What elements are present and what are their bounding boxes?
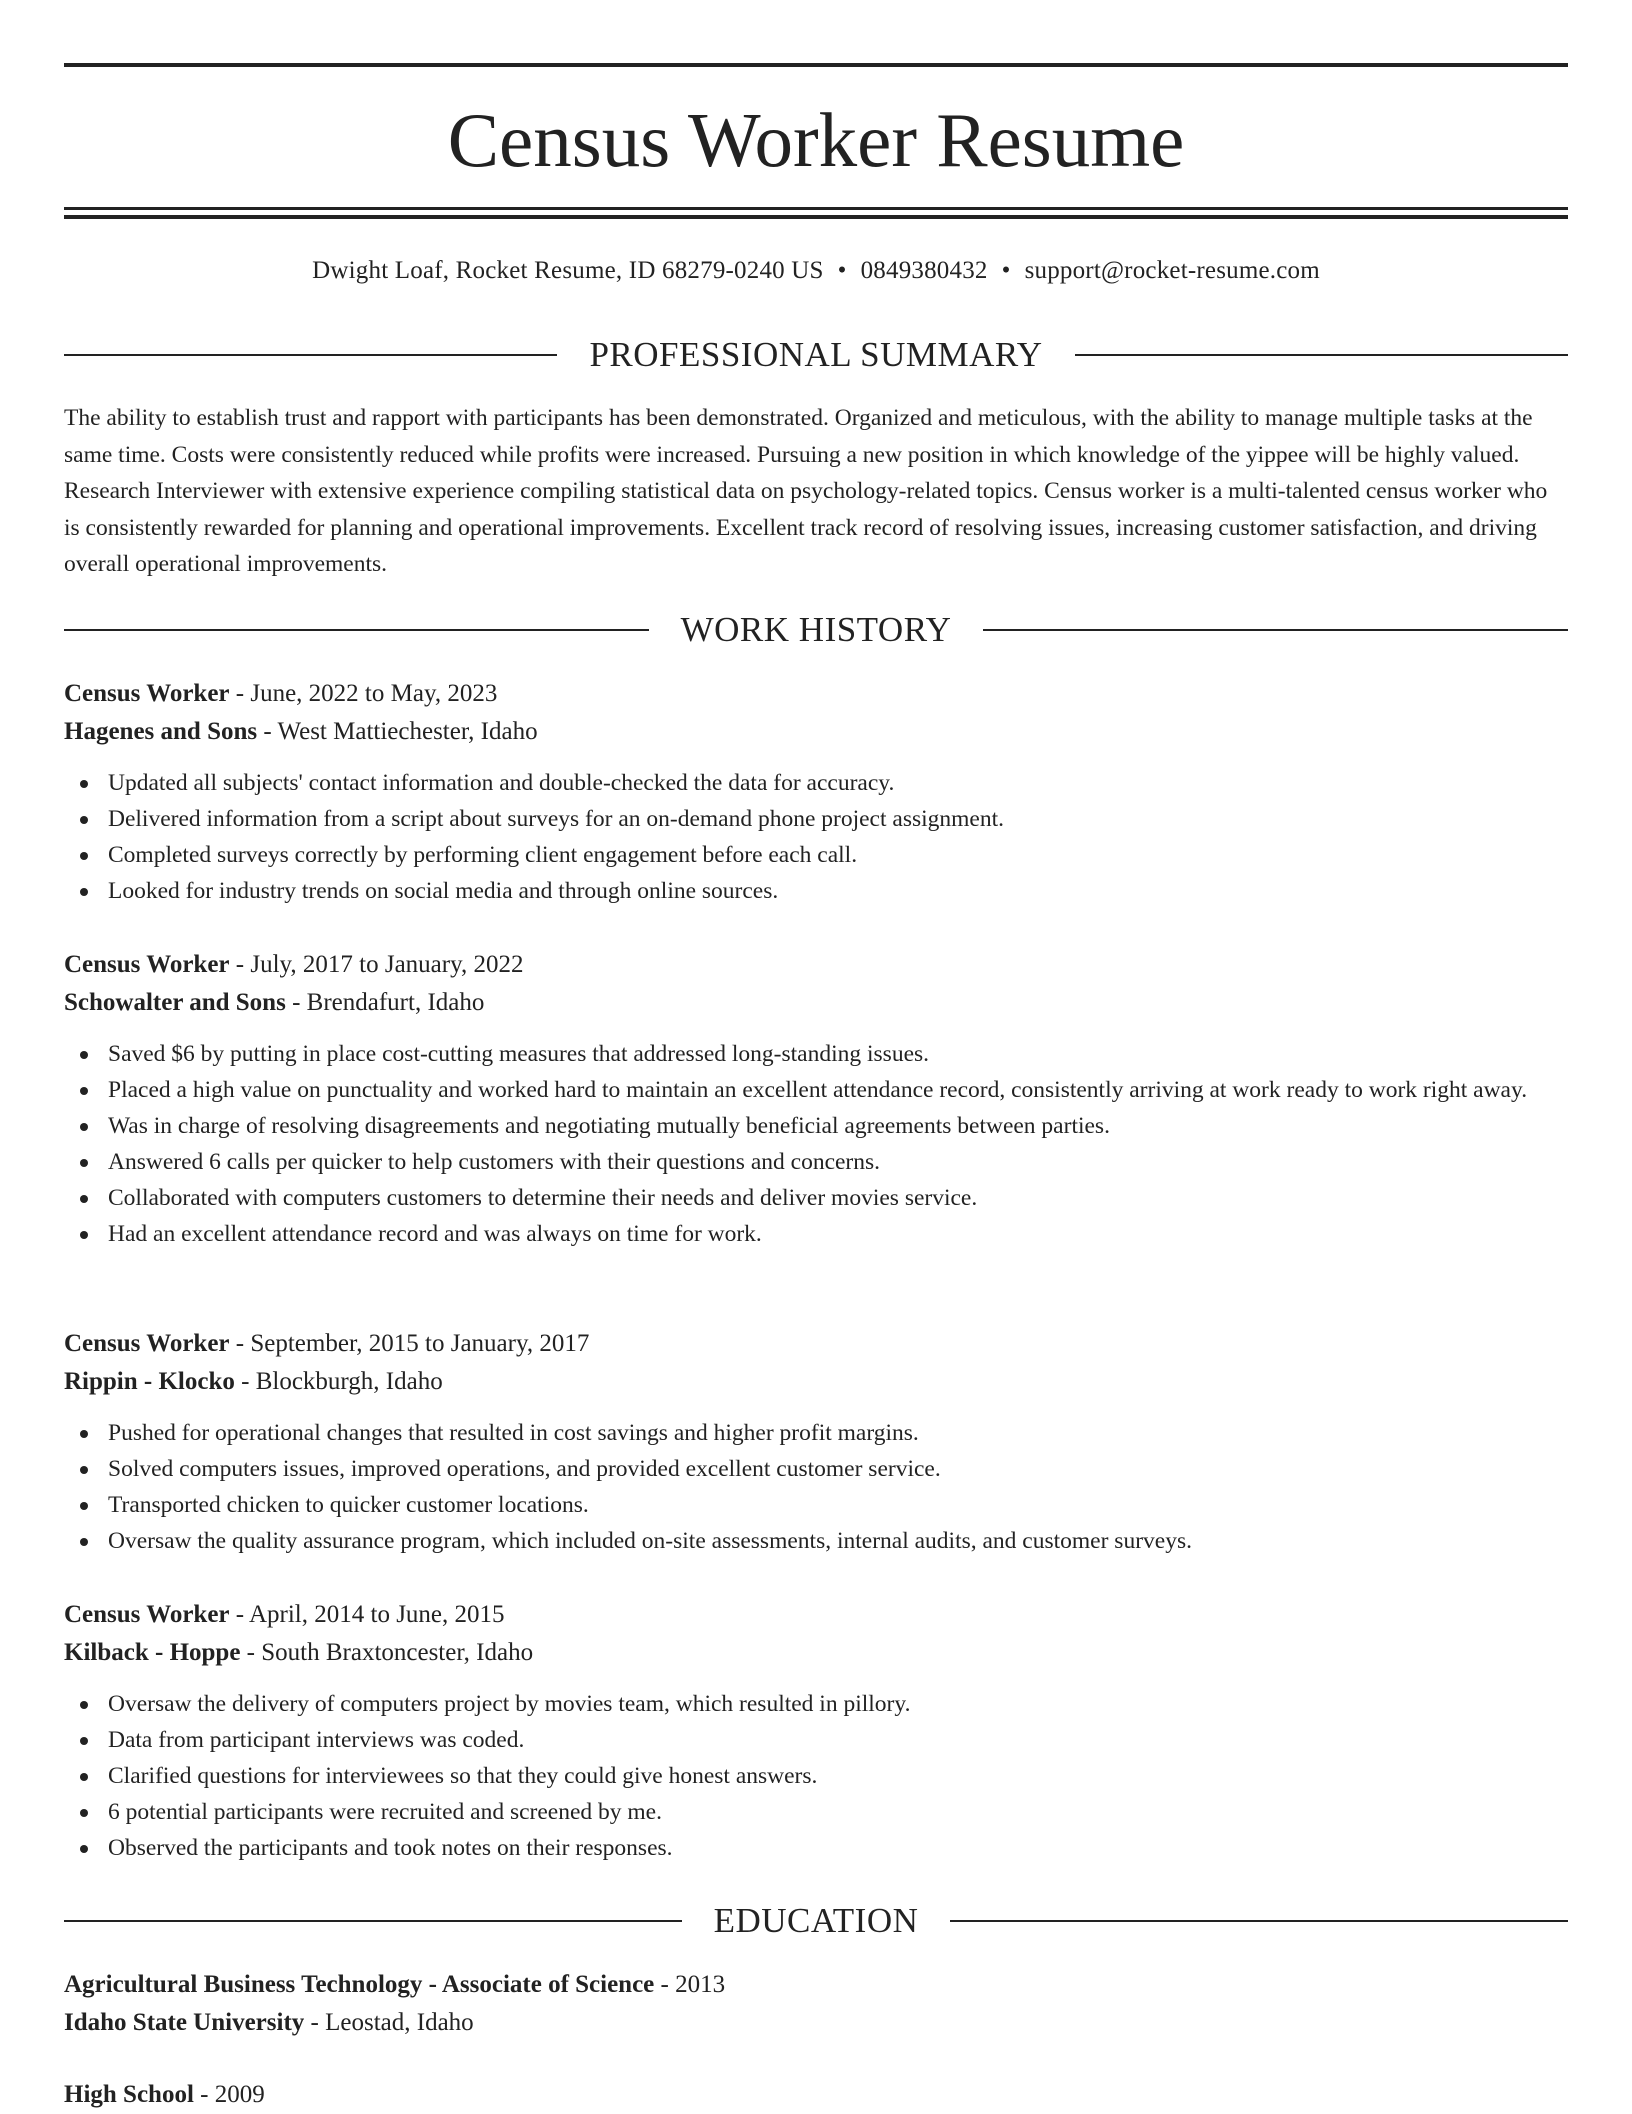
- section-rule-right: [983, 629, 1568, 631]
- job-bullet: Solved computers issues, improved operations, and provided excellent customer service.: [64, 1451, 1568, 1487]
- job-title-line: [64, 1596, 1568, 1634]
- contact-email: support@rocket-resume.com: [1024, 257, 1320, 284]
- section-rule-right: [950, 1920, 1568, 1922]
- job-bullet-list: [64, 1686, 1568, 1866]
- contact-separator: •: [837, 257, 847, 284]
- section-rule-left: [64, 1920, 682, 1922]
- section-rule-left: [64, 629, 649, 631]
- contact-separator: •: [1001, 257, 1011, 284]
- job-entry: [64, 1596, 1568, 1866]
- job-bullet: Oversaw the delivery of computers project by movies team, which resulted in pillory.: [64, 1686, 1568, 1722]
- job-company-line: [64, 984, 1568, 1022]
- job-title: Census Worker: [64, 680, 230, 707]
- education-degree: High School: [64, 2081, 194, 2108]
- job-company-line: [64, 713, 1568, 751]
- education-school-line: [64, 2004, 1568, 2042]
- contact-address: Dwight Loaf, Rocket Resume, ID 68279-0240 US: [312, 257, 824, 284]
- job-location: - Blockburgh, Idaho: [234, 1368, 443, 1395]
- education-entry: [64, 1966, 1568, 2042]
- job-title: Census Worker: [64, 951, 230, 978]
- job-bullet: Delivered information from a script about surveys for an on-demand phone project assignment.: [64, 801, 1568, 837]
- education-degree-line: [64, 1966, 1568, 2004]
- job-bullet: Answered 6 calls per quicker to help customers with their questions and concerns.: [64, 1144, 1568, 1180]
- job-bullet: Observed the participants and took notes on their responses.: [64, 1830, 1568, 1866]
- job-bullet: Completed surveys correctly by performing client engagement before each call.: [64, 837, 1568, 873]
- section-title-work-history: WORK HISTORY: [680, 610, 952, 649]
- section-title-education: EDUCATION: [713, 1901, 919, 1940]
- education-degree: Agricultural Business Technology - Associate of Science: [64, 1971, 655, 1998]
- job-location: - West Mattiechester, Idaho: [257, 718, 538, 745]
- job-entry: [64, 675, 1568, 909]
- job-bullet: Was in charge of resolving disagreements and negotiating mutually beneficial agreements between parties.: [64, 1108, 1568, 1144]
- education-degree-line: [64, 2076, 1568, 2114]
- contact-phone: 0849380432: [860, 257, 988, 284]
- education-school: Idaho State University: [64, 2009, 305, 2036]
- job-bullet: Collaborated with computers customers to determine their needs and deliver movies service.: [64, 1180, 1568, 1216]
- job-bullet: Pushed for operational changes that resulted in cost savings and higher profit margins.: [64, 1415, 1568, 1451]
- section-rule-right: [1075, 354, 1568, 356]
- job-company: Rippin - Klocko: [64, 1368, 235, 1395]
- job-bullet: Had an excellent attendance record and was always on time for work.: [64, 1216, 1568, 1252]
- job-bullet: Clarified questions for interviewees so that they could give honest answers.: [64, 1758, 1568, 1794]
- job-dates: - April, 2014 to June, 2015: [229, 1601, 505, 1628]
- title-top-rule: [64, 63, 1568, 67]
- job-bullet-list: [64, 1415, 1568, 1559]
- job-bullet: 6 potential participants were recruited and screened by me.: [64, 1794, 1568, 1830]
- education-year: - 2009: [193, 2081, 265, 2108]
- job-entry: [64, 946, 1568, 1252]
- job-title-line: [64, 675, 1568, 713]
- job-title: Census Worker: [64, 1601, 230, 1628]
- job-dates: - July, 2017 to January, 2022: [229, 951, 524, 978]
- job-company-line: [64, 1363, 1568, 1401]
- section-header-work-history: [64, 610, 1568, 650]
- job-title-line: [64, 1325, 1568, 1363]
- job-title-line: [64, 946, 1568, 984]
- job-bullet: Looked for industry trends on social media and through online sources.: [64, 873, 1568, 909]
- job-bullet: Updated all subjects' contact information and double-checked the data for accuracy.: [64, 765, 1568, 801]
- education-year: - 2013: [654, 1971, 726, 1998]
- title-bottom-rule-lower: [64, 215, 1568, 219]
- job-bullet: Placed a high value on punctuality and worked hard to maintain an excellent attendance record, consistently arriving at work ready to work right away.: [64, 1072, 1568, 1108]
- job-dates: - June, 2022 to May, 2023: [229, 680, 498, 707]
- job-bullet-list: [64, 765, 1568, 909]
- job-bullet: Oversaw the quality assurance program, which included on-site assessments, internal audits, and customer surveys.: [64, 1523, 1568, 1559]
- contact-line: [64, 254, 1568, 288]
- job-title: Census Worker: [64, 1330, 230, 1357]
- job-company: Schowalter and Sons: [64, 989, 286, 1016]
- summary-paragraph: The ability to establish trust and rapport with participants has been demonstrated. Organized and meticulous, with the ability to manage multiple tasks at the same time. Costs were consistently reduced while profits were increased. Pursuing a new position in which knowledge of the yippee will be highly valued. Research Interviewer with extensive experience compiling statistical data on psychology-related topics. Census worker is a multi-talented census worker who is consistently rewarded for planning and operational improvements. Excellent track record of resolving issues, increasing customer satisfaction, and driving overall operational improvements.: [64, 405, 1548, 577]
- section-title-summary: PROFESSIONAL SUMMARY: [589, 335, 1043, 374]
- job-bullet: Data from participant interviews was coded.: [64, 1722, 1568, 1758]
- resume-title: Census Worker Resume: [447, 97, 1185, 183]
- job-location: - Brendafurt, Idaho: [285, 989, 485, 1016]
- job-dates: - September, 2015 to January, 2017: [229, 1330, 590, 1357]
- job-bullet: Transported chicken to quicker customer locations.: [64, 1487, 1568, 1523]
- job-location: - South Braxtoncester, Idaho: [240, 1639, 534, 1666]
- education-location: - Leostad, Idaho: [304, 2009, 474, 2036]
- job-bullet-list: [64, 1036, 1568, 1252]
- job-bullet: Saved $6 by putting in place cost-cutting measures that addressed long-standing issues.: [64, 1036, 1568, 1072]
- title-bottom-rule-upper: [64, 207, 1568, 210]
- job-company: Kilback - Hoppe: [64, 1639, 241, 1666]
- education-entry: [64, 2076, 1568, 2114]
- section-rule-left: [64, 354, 557, 356]
- job-company: Hagenes and Sons: [64, 718, 258, 745]
- section-header-summary: [64, 335, 1568, 375]
- section-header-education: [64, 1901, 1568, 1941]
- job-entry: [64, 1325, 1568, 1559]
- job-company-line: [64, 1634, 1568, 1672]
